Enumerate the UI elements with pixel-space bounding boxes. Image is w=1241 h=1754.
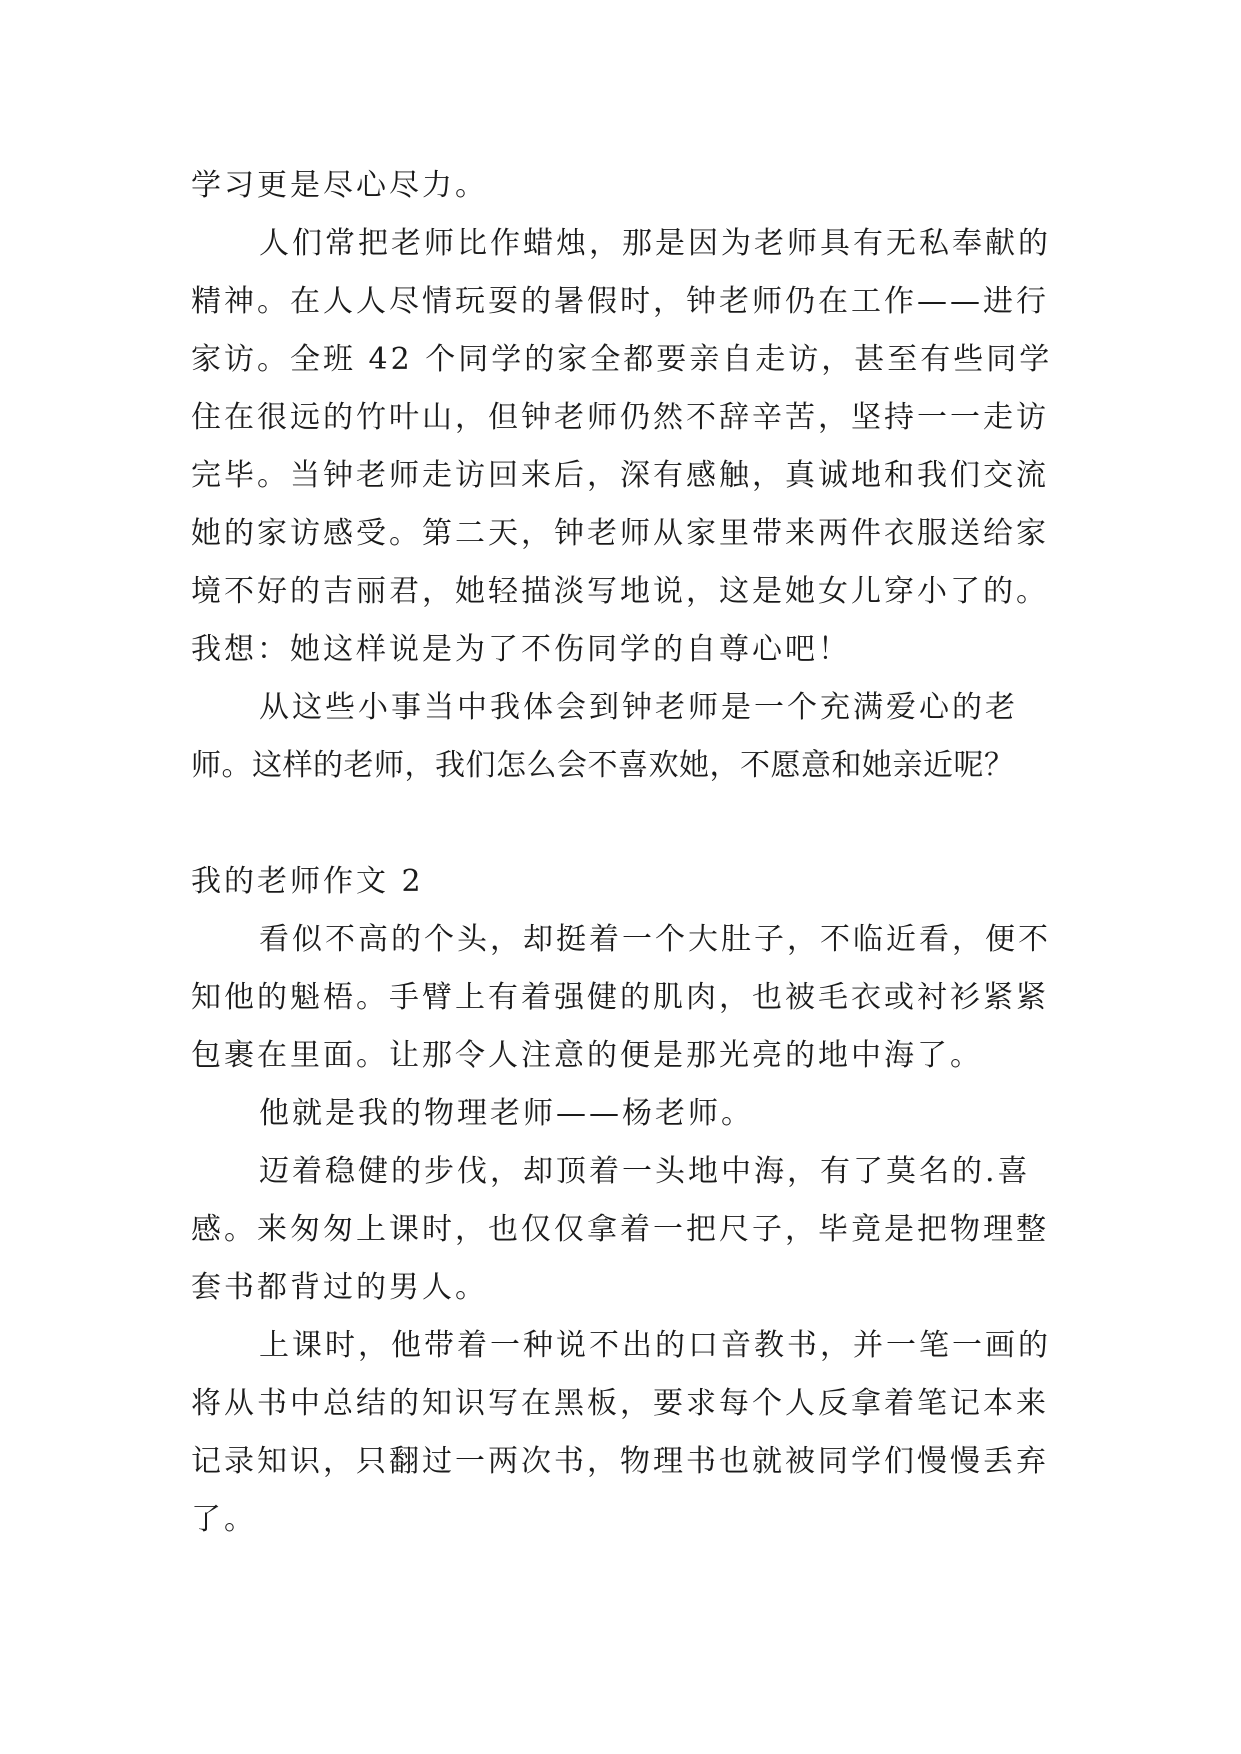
text-line: 将从书中总结的知识写在黑板，要求每个人反拿着笔记本来 [191, 1386, 1049, 1421]
text-line: 套书都背过的男人。 [191, 1270, 488, 1305]
text-line: 精神。在人人尽情玩耍的暑假时，钟老师仍在工作——进行 [191, 284, 1049, 319]
text-line: 我想：她这样说是为了不伤同学的自尊心吧！ [191, 632, 851, 667]
text-line: 学习更是尽心尽力。 [191, 168, 488, 203]
text-line: 包裹在里面。让那令人注意的便是那光亮的地中海了。 [191, 1038, 983, 1073]
text-line: 看似不高的个头，却挺着一个大肚子，不临近看，便不 [259, 922, 1051, 957]
text-line: 师。这样的老师，我们怎么会不喜欢她，不愿意和她亲近呢？ [191, 748, 1015, 783]
text-line: 完毕。当钟老师走访回来后，深有感触，真诚地和我们交流 [191, 458, 1049, 493]
text-line: 境不好的吉丽君，她轻描淡写地说，这是她女儿穿小了的。 [191, 574, 1049, 609]
text-line: 从这些小事当中我体会到钟老师是一个充满爱心的老 [259, 690, 1018, 725]
text-line: 人们常把老师比作蜡烛，那是因为老师具有无私奉献的 [259, 226, 1051, 261]
text-line: 家访。全班 42 个同学的家全都要亲自走访，甚至有些同学 [191, 342, 1053, 377]
section-heading: 我的老师作文 2 [191, 864, 424, 899]
text-line: 迈着稳健的步伐，却顶着一头地中海，有了莫名的.喜 [259, 1154, 1031, 1189]
text-line: 知他的魁梧。手臂上有着强健的肌肉，也被毛衣或衬衫紧紧 [191, 980, 1049, 1015]
text-line: 住在很远的竹叶山，但钟老师仍然不辞辛苦，坚持一一走访 [191, 400, 1049, 435]
text-line: 她的家访感受。第二天，钟老师从家里带来两件衣服送给家 [191, 516, 1049, 551]
text-line: 他就是我的物理老师——杨老师。 [259, 1096, 754, 1131]
text-line: 了。 [191, 1502, 257, 1537]
text-line: 感。来匆匆上课时，也仅仅拿着一把尺子，毕竟是把物理整 [191, 1212, 1049, 1247]
text-line: 记录知识，只翻过一两次书，物理书也就被同学们慢慢丢弃 [191, 1444, 1049, 1479]
text-line: 上课时，他带着一种说不出的口音教书，并一笔一画的 [259, 1328, 1051, 1363]
